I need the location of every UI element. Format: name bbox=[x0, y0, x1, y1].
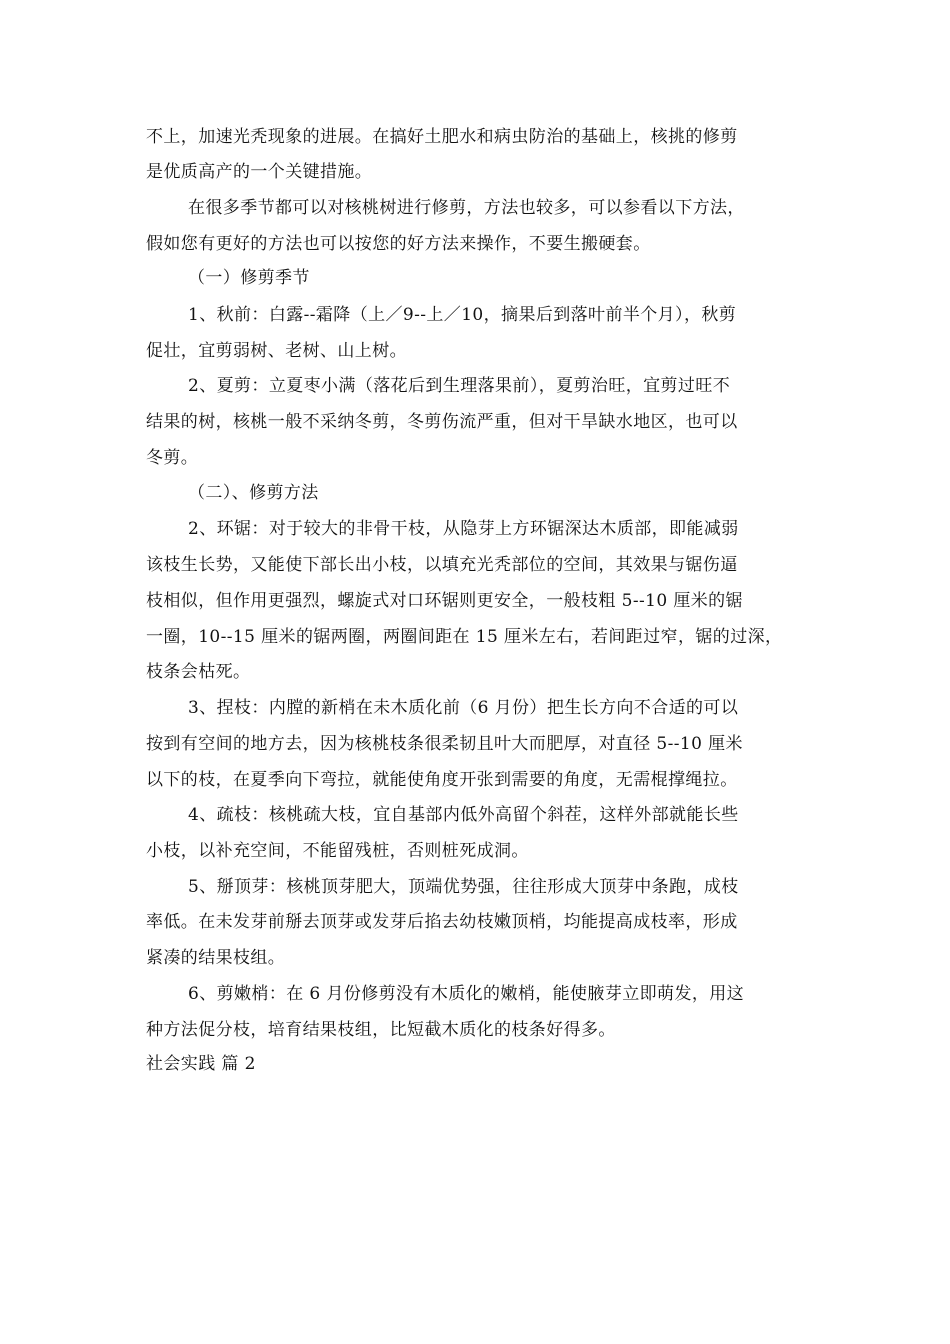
text-line: 3、捏枝：内膛的新梢在未木质化前（6 月份）把生长方向不合适的可以 bbox=[188, 698, 739, 718]
text-line: 该枝生长势，又能使下部长出小枝，以填充光秃部位的空间，其效果与锯伤逼 bbox=[146, 555, 738, 575]
text-line: 2、环锯：对于较大的非骨干枝，从隐芽上方环锯深达木质部，即能减弱 bbox=[188, 519, 739, 539]
text-line: 冬剪。 bbox=[146, 448, 199, 468]
section-heading: （一）修剪季节 bbox=[188, 268, 310, 288]
text-line: 1、秋前：白露--霜降（上／9--上／10，摘果后到落叶前半个月），秋剪 bbox=[188, 305, 737, 325]
text-line: 4、疏枝：核桃疏大枝，宜自基部内低外高留个斜茬，这样外部就能长些 bbox=[188, 805, 739, 825]
text-line: 在很多季节都可以对核桃树进行修剪，方法也较多，可以参看以下方法， bbox=[188, 198, 745, 218]
text-line: 率低。在未发芽前掰去顶芽或发芽后掐去幼枝嫩顶梢，均能提高成枝率，形成 bbox=[146, 912, 738, 932]
text-line: 是优质高产的一个关键措施。 bbox=[146, 162, 373, 182]
text-line: 不上，加速光秃现象的进展。在搞好土肥水和病虫防治的基础上，核挑的修剪 bbox=[146, 127, 738, 147]
text-line: 5、掰顶芽：核桃顶芽肥大，顶端优势强，往往形成大顶芽中条跑，成枝 bbox=[188, 877, 739, 897]
text-line: 假如您有更好的方法也可以按您的好方法来操作，不要生搬硬套。 bbox=[146, 234, 651, 254]
section-title: 社会实践 篇 2 bbox=[146, 1054, 256, 1074]
text-line: 2、夏剪：立夏枣小满（落花后到生理落果前），夏剪治旺，宜剪过旺不 bbox=[188, 376, 731, 396]
text-line: 枝条会枯死。 bbox=[146, 662, 251, 682]
text-line: 小枝，以补充空间，不能留残桩，否则桩死成洞。 bbox=[146, 841, 529, 861]
text-line: 枝相似，但作用更强烈，螺旋式对口环锯则更安全，一般枝粗 5--10 厘米的锯 bbox=[146, 591, 743, 611]
text-line: 一圈，10--15 厘米的锯两圈，两圈间距在 15 厘米左右，若间距过窄，锯的过深， bbox=[146, 627, 783, 647]
text-line: 种方法促分枝，培育结果枝组，比短截木质化的枝条好得多。 bbox=[146, 1020, 616, 1040]
text-line: 按到有空间的地方去，因为核桃枝条很柔韧且叶大而肥厚，对直径 5--10 厘米 bbox=[146, 734, 743, 754]
text-line: 促壮，宜剪弱树、老树、山上树。 bbox=[146, 341, 407, 361]
text-line: 紧凑的结果枝组。 bbox=[146, 948, 286, 968]
section-heading: （二）、修剪方法 bbox=[188, 483, 319, 503]
text-line: 以下的枝，在夏季向下弯拉，就能使角度开张到需要的角度，无需棍撑绳拉。 bbox=[146, 770, 738, 790]
text-line: 结果的树，核桃一般不采纳冬剪，冬剪伤流严重，但对干旱缺水地区，也可以 bbox=[146, 412, 738, 432]
text-line: 6、剪嫩梢：在 6 月份修剪没有木质化的嫩梢，能使腋芽立即萌发，用这 bbox=[188, 984, 745, 1004]
